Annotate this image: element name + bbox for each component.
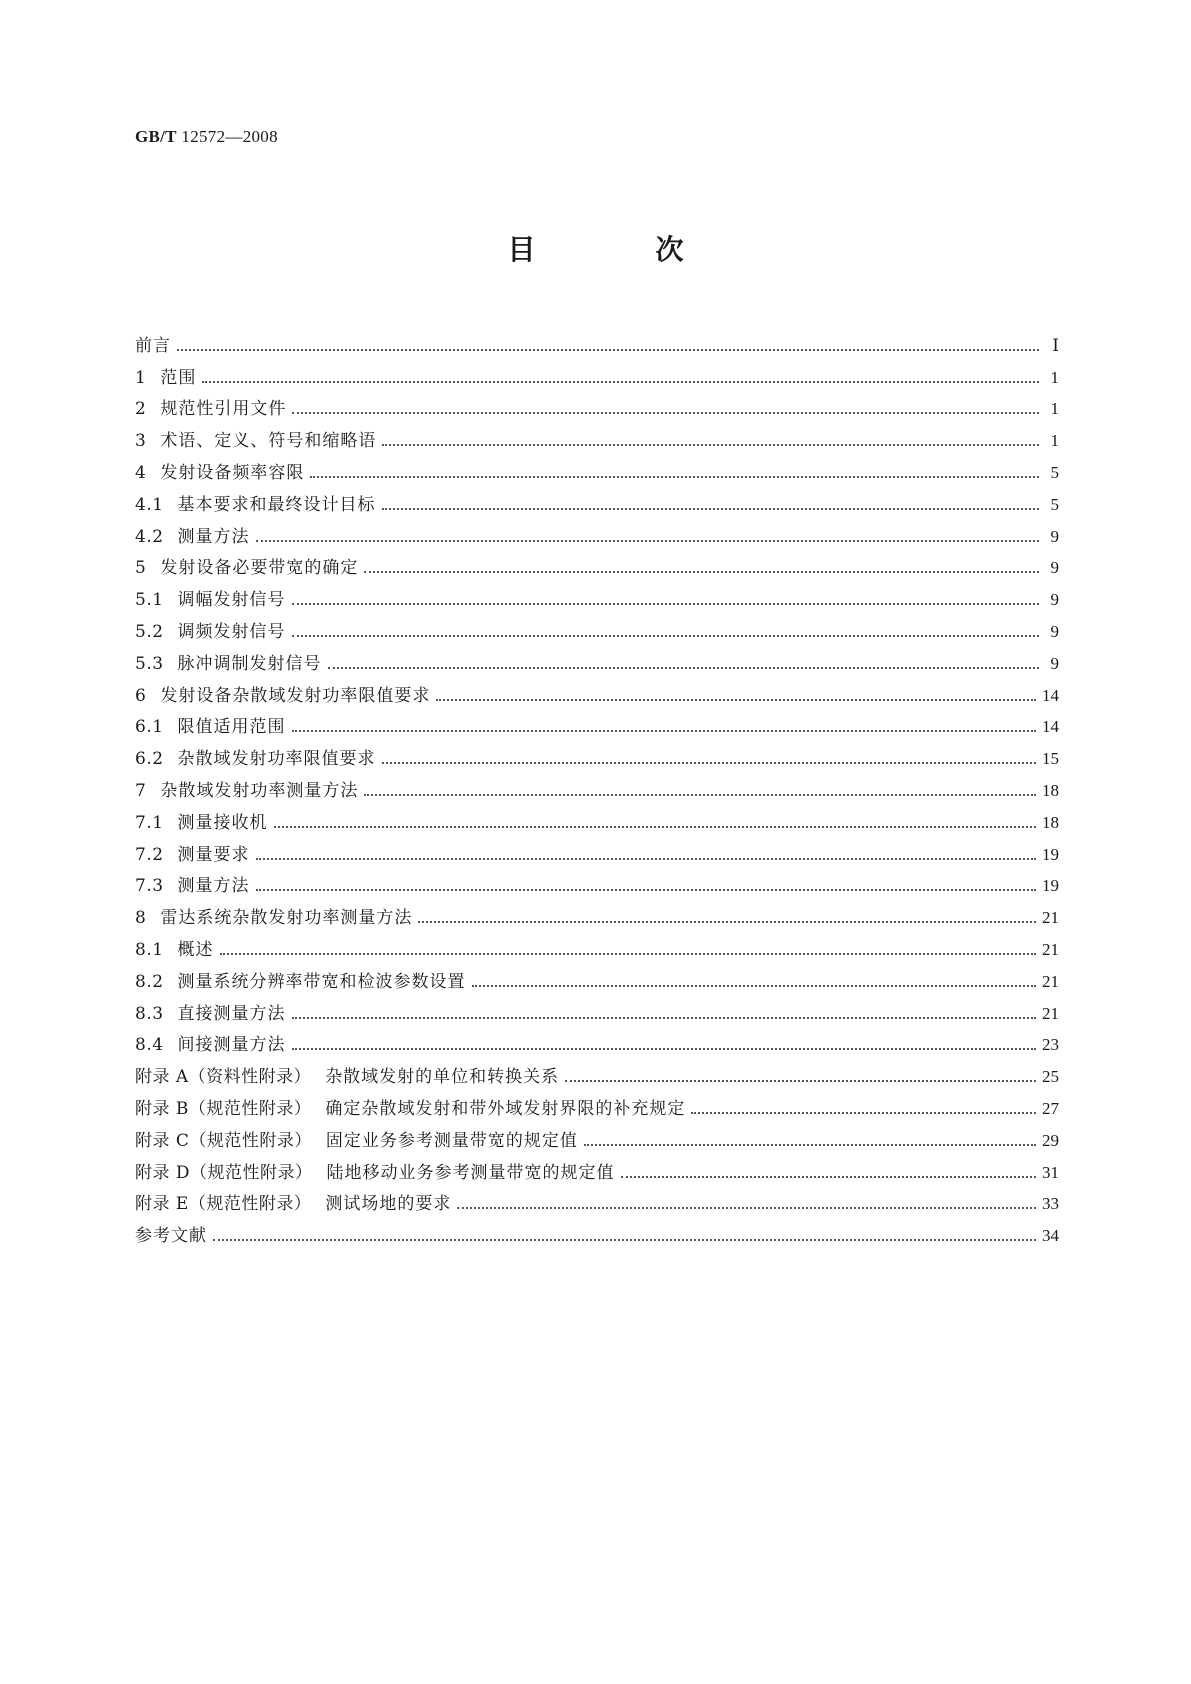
toc-entry-number: 5.1 (135, 590, 164, 611)
toc-entry-page: 9 (1050, 526, 1059, 546)
toc-entry-label (135, 522, 250, 547)
toc-entry-page: 5 (1050, 494, 1059, 514)
toc-entry-number: 8.1 (135, 939, 164, 960)
toc-leader-dots (584, 1144, 1036, 1146)
toc-entry-label (135, 649, 322, 674)
toc-entry-label (135, 585, 286, 610)
toc-entry-number: 附录 B（规范性附录） (135, 1098, 312, 1119)
toc-entry[interactable] (135, 356, 1059, 388)
toc-entry-page: 21 (1042, 971, 1059, 991)
toc-entry-number: 7 (135, 780, 147, 801)
toc-entry[interactable] (135, 610, 1059, 642)
toc-entry-page: 21 (1042, 1003, 1059, 1023)
toc-entry-page: Ⅰ (1052, 335, 1059, 355)
toc-entry-number: 附录 D（规范性附录） (135, 1162, 313, 1183)
toc-entry-number: 4.2 (135, 526, 164, 547)
toc-entry-number: 4 (135, 462, 147, 483)
toc-entry-number: 3 (135, 431, 147, 452)
toc-entry-page: 9 (1050, 590, 1059, 610)
standard-prefix: GB/T (135, 127, 177, 146)
toc-entry-number: 附录 A（资料性附录） (135, 1067, 312, 1088)
toc-entry-number: 7.3 (135, 876, 164, 897)
toc-entry-number: 2 (135, 399, 147, 420)
toc-entry-title: 测量方法 (177, 526, 250, 547)
toc-entry-title: 调幅发射信号 (177, 590, 286, 611)
toc-entry-title: 杂散域发射的单位和转换关系 (325, 1067, 560, 1088)
toc-entry-title: 发射设备必要带宽的确定 (160, 558, 359, 579)
toc-entry[interactable] (135, 1183, 1059, 1215)
toc-leader-dots (292, 412, 1039, 414)
toc-leader-dots (328, 667, 1039, 669)
toc-entry-page: 9 (1050, 653, 1059, 673)
toc-entry-label (135, 1126, 578, 1151)
toc-entry-number: 8.2 (135, 971, 164, 992)
toc-entry-title: 确定杂散域发射和带外域发射界限的补充规定 (325, 1098, 686, 1119)
toc-entry[interactable] (135, 833, 1059, 865)
toc-entry-label (135, 553, 358, 578)
toc-entry-page: 29 (1042, 1130, 1059, 1150)
toc-entry[interactable] (135, 674, 1059, 706)
toc-entry-title: 发射设备频率容限 (160, 462, 305, 483)
toc-leader-dots (292, 635, 1039, 637)
toc-leader-dots (457, 1207, 1036, 1209)
toc-entry-label (135, 617, 286, 642)
toc-entry-number: 6.1 (135, 717, 164, 738)
toc-entry-label (135, 1030, 286, 1055)
toc-leader-dots (274, 826, 1036, 828)
toc-leader-dots (202, 381, 1039, 383)
toc-leader-dots (436, 699, 1036, 701)
toc-entry-page: 18 (1042, 780, 1059, 800)
toc-entry[interactable] (135, 865, 1059, 897)
toc-entry-label (135, 426, 376, 451)
toc-entry-page: 18 (1042, 812, 1059, 832)
toc-leader-dots (292, 1017, 1036, 1019)
toc-entry-number: 7.1 (135, 812, 164, 833)
toc-entry-title: 间接测量方法 (177, 1035, 286, 1056)
toc-leader-dots (256, 889, 1036, 891)
toc-entry-title: 测量系统分辨率带宽和检波参数设置 (177, 971, 466, 992)
toc-entry-title: 测试场地的要求 (325, 1194, 452, 1215)
toc-entry[interactable] (135, 737, 1059, 769)
toc-entry[interactable] (135, 801, 1059, 833)
toc-entry-number: 6 (135, 685, 147, 706)
toc-leader-dots (382, 762, 1036, 764)
toc-leader-dots (213, 1239, 1036, 1241)
toc-leader-dots (256, 540, 1039, 542)
toc-leader-dots (310, 476, 1039, 478)
standard-number: 12572—2008 (181, 127, 278, 146)
toc-entry-number: 5.2 (135, 621, 164, 642)
toc-entry[interactable] (135, 578, 1059, 610)
toc-entry-label (135, 967, 466, 992)
toc-entry-page: 21 (1042, 939, 1059, 959)
toc-entry-label (135, 458, 304, 483)
toc-entry-page: 1 (1050, 399, 1059, 419)
toc-entry-label (135, 840, 250, 865)
toc-entry-number: 8.3 (135, 1003, 164, 1024)
toc-entry-page: 1 (1050, 431, 1059, 451)
toc-entry-title: 限值适用范围 (177, 717, 286, 738)
toc-leader-dots (177, 349, 1039, 351)
table-of-contents (135, 324, 1059, 1246)
toc-entry-title: 规范性引用文件 (160, 399, 287, 420)
toc-entry-title: 脉冲调制发射信号 (177, 653, 322, 674)
toc-entry[interactable] (135, 419, 1059, 451)
toc-entry-label (135, 935, 214, 960)
toc-entry[interactable] (135, 451, 1059, 483)
toc-entry-number: 附录 C（规范性附录） (135, 1130, 312, 1151)
toc-entry-label (135, 712, 286, 737)
toc-entry-page: 25 (1042, 1067, 1059, 1087)
toc-entry-page: 34 (1042, 1226, 1059, 1246)
toc-entry-number: 6.2 (135, 749, 164, 770)
toc-entry-number: 4.1 (135, 494, 164, 515)
toc-entry-title: 陆地移动业务参考测量带宽的规定值 (326, 1162, 615, 1183)
toc-leader-dots (691, 1112, 1036, 1114)
toc-entry-title: 发射设备杂散域发射功率限值要求 (160, 685, 431, 706)
toc-entry-number: 8.4 (135, 1035, 164, 1056)
toc-leader-dots (364, 794, 1036, 796)
toc-entry[interactable] (135, 960, 1059, 992)
toc-entry-title: 雷达系统杂散发射功率测量方法 (160, 908, 413, 929)
toc-leader-dots (382, 444, 1039, 446)
toc-leader-dots (220, 953, 1036, 955)
toc-entry[interactable] (135, 515, 1059, 547)
toc-entry-title: 测量要求 (177, 844, 250, 865)
toc-leader-dots (256, 858, 1036, 860)
toc-entry-number: 8 (135, 908, 147, 929)
toc-entry[interactable] (135, 928, 1059, 960)
toc-leader-dots (382, 508, 1039, 510)
toc-entry-label (135, 808, 268, 833)
toc-entry[interactable] (135, 1087, 1059, 1119)
toc-entry[interactable] (135, 1214, 1059, 1246)
toc-entry-label (135, 681, 430, 706)
toc-entry-number: 5.3 (135, 653, 164, 674)
toc-entry-title: 杂散域发射功率限值要求 (177, 749, 376, 770)
toc-entry[interactable] (135, 324, 1059, 356)
toc-entry-title: 杂散域发射功率测量方法 (160, 780, 359, 801)
toc-leader-dots (364, 571, 1039, 573)
toc-entry-title: 基本要求和最终设计目标 (177, 494, 376, 515)
toc-entry[interactable] (135, 1119, 1059, 1151)
toc-leader-dots (292, 1048, 1036, 1050)
toc-entry-label (135, 776, 358, 801)
toc-entry-number: 5 (135, 558, 147, 579)
toc-entry-number: 1 (135, 367, 147, 388)
toc-leader-dots (565, 1080, 1036, 1082)
toc-leader-dots (292, 730, 1036, 732)
toc-entry[interactable] (135, 388, 1059, 420)
toc-entry[interactable] (135, 1055, 1059, 1087)
toc-entry-label (135, 1221, 207, 1246)
toc-entry-page: 31 (1042, 1162, 1059, 1182)
toc-entry-label (135, 744, 376, 769)
toc-entry-label (135, 1062, 559, 1087)
toc-entry[interactable] (135, 483, 1059, 515)
standard-code (135, 127, 278, 147)
toc-entry-title: 固定业务参考测量带宽的规定值 (325, 1130, 578, 1151)
toc-entry-label (135, 1158, 615, 1183)
toc-title: 目 次 (507, 233, 730, 266)
toc-entry-page: 15 (1042, 749, 1059, 769)
toc-entry-page: 27 (1042, 1098, 1059, 1118)
toc-entry-title: 术语、定义、符号和缩略语 (160, 431, 377, 452)
toc-entry[interactable] (135, 896, 1059, 928)
toc-entry-page: 14 (1042, 717, 1059, 737)
toc-entry-page: 23 (1042, 1035, 1059, 1055)
toc-entry-label (135, 394, 286, 419)
toc-entry[interactable] (135, 769, 1059, 801)
toc-entry-title: 测量接收机 (177, 812, 268, 833)
toc-entry-page: 19 (1042, 844, 1059, 864)
toc-entry[interactable] (135, 1024, 1059, 1056)
toc-leader-dots (418, 921, 1036, 923)
toc-entry-page: 1 (1050, 367, 1059, 387)
toc-entry[interactable] (135, 706, 1059, 738)
toc-leader-dots (472, 985, 1036, 987)
toc-entry-title: 参考文献 (135, 1226, 207, 1247)
toc-entry-label (135, 999, 286, 1024)
toc-entry-page: 9 (1050, 558, 1059, 578)
toc-leader-dots (621, 1176, 1036, 1178)
toc-entry-label (135, 871, 250, 896)
toc-entry-page: 14 (1042, 685, 1059, 705)
toc-entry-title: 测量方法 (177, 876, 250, 897)
toc-entry[interactable] (135, 642, 1059, 674)
toc-entry-label (135, 903, 412, 928)
toc-entry-title: 前言 (135, 335, 171, 356)
toc-entry[interactable] (135, 1151, 1059, 1183)
toc-entry-number: 7.2 (135, 844, 164, 865)
toc-entry-label (135, 490, 376, 515)
toc-entry-title: 范围 (160, 367, 197, 388)
toc-entry-label (135, 331, 171, 356)
toc-entry-title: 概述 (177, 939, 214, 960)
toc-entry[interactable] (135, 992, 1059, 1024)
toc-entry[interactable] (135, 547, 1059, 579)
toc-entry-title: 直接测量方法 (177, 1003, 286, 1024)
toc-entry-page: 19 (1042, 876, 1059, 896)
toc-entry-label (135, 1094, 685, 1119)
toc-entry-page: 21 (1042, 908, 1059, 928)
toc-entry-number: 附录 E（规范性附录） (135, 1194, 312, 1215)
toc-entry-label (135, 1189, 451, 1214)
toc-entry-page: 9 (1050, 621, 1059, 641)
toc-entry-title: 调频发射信号 (177, 621, 286, 642)
toc-entry-page: 5 (1050, 462, 1059, 482)
toc-entry-page: 33 (1042, 1194, 1059, 1214)
toc-entry-label (135, 363, 196, 388)
toc-leader-dots (292, 603, 1039, 605)
